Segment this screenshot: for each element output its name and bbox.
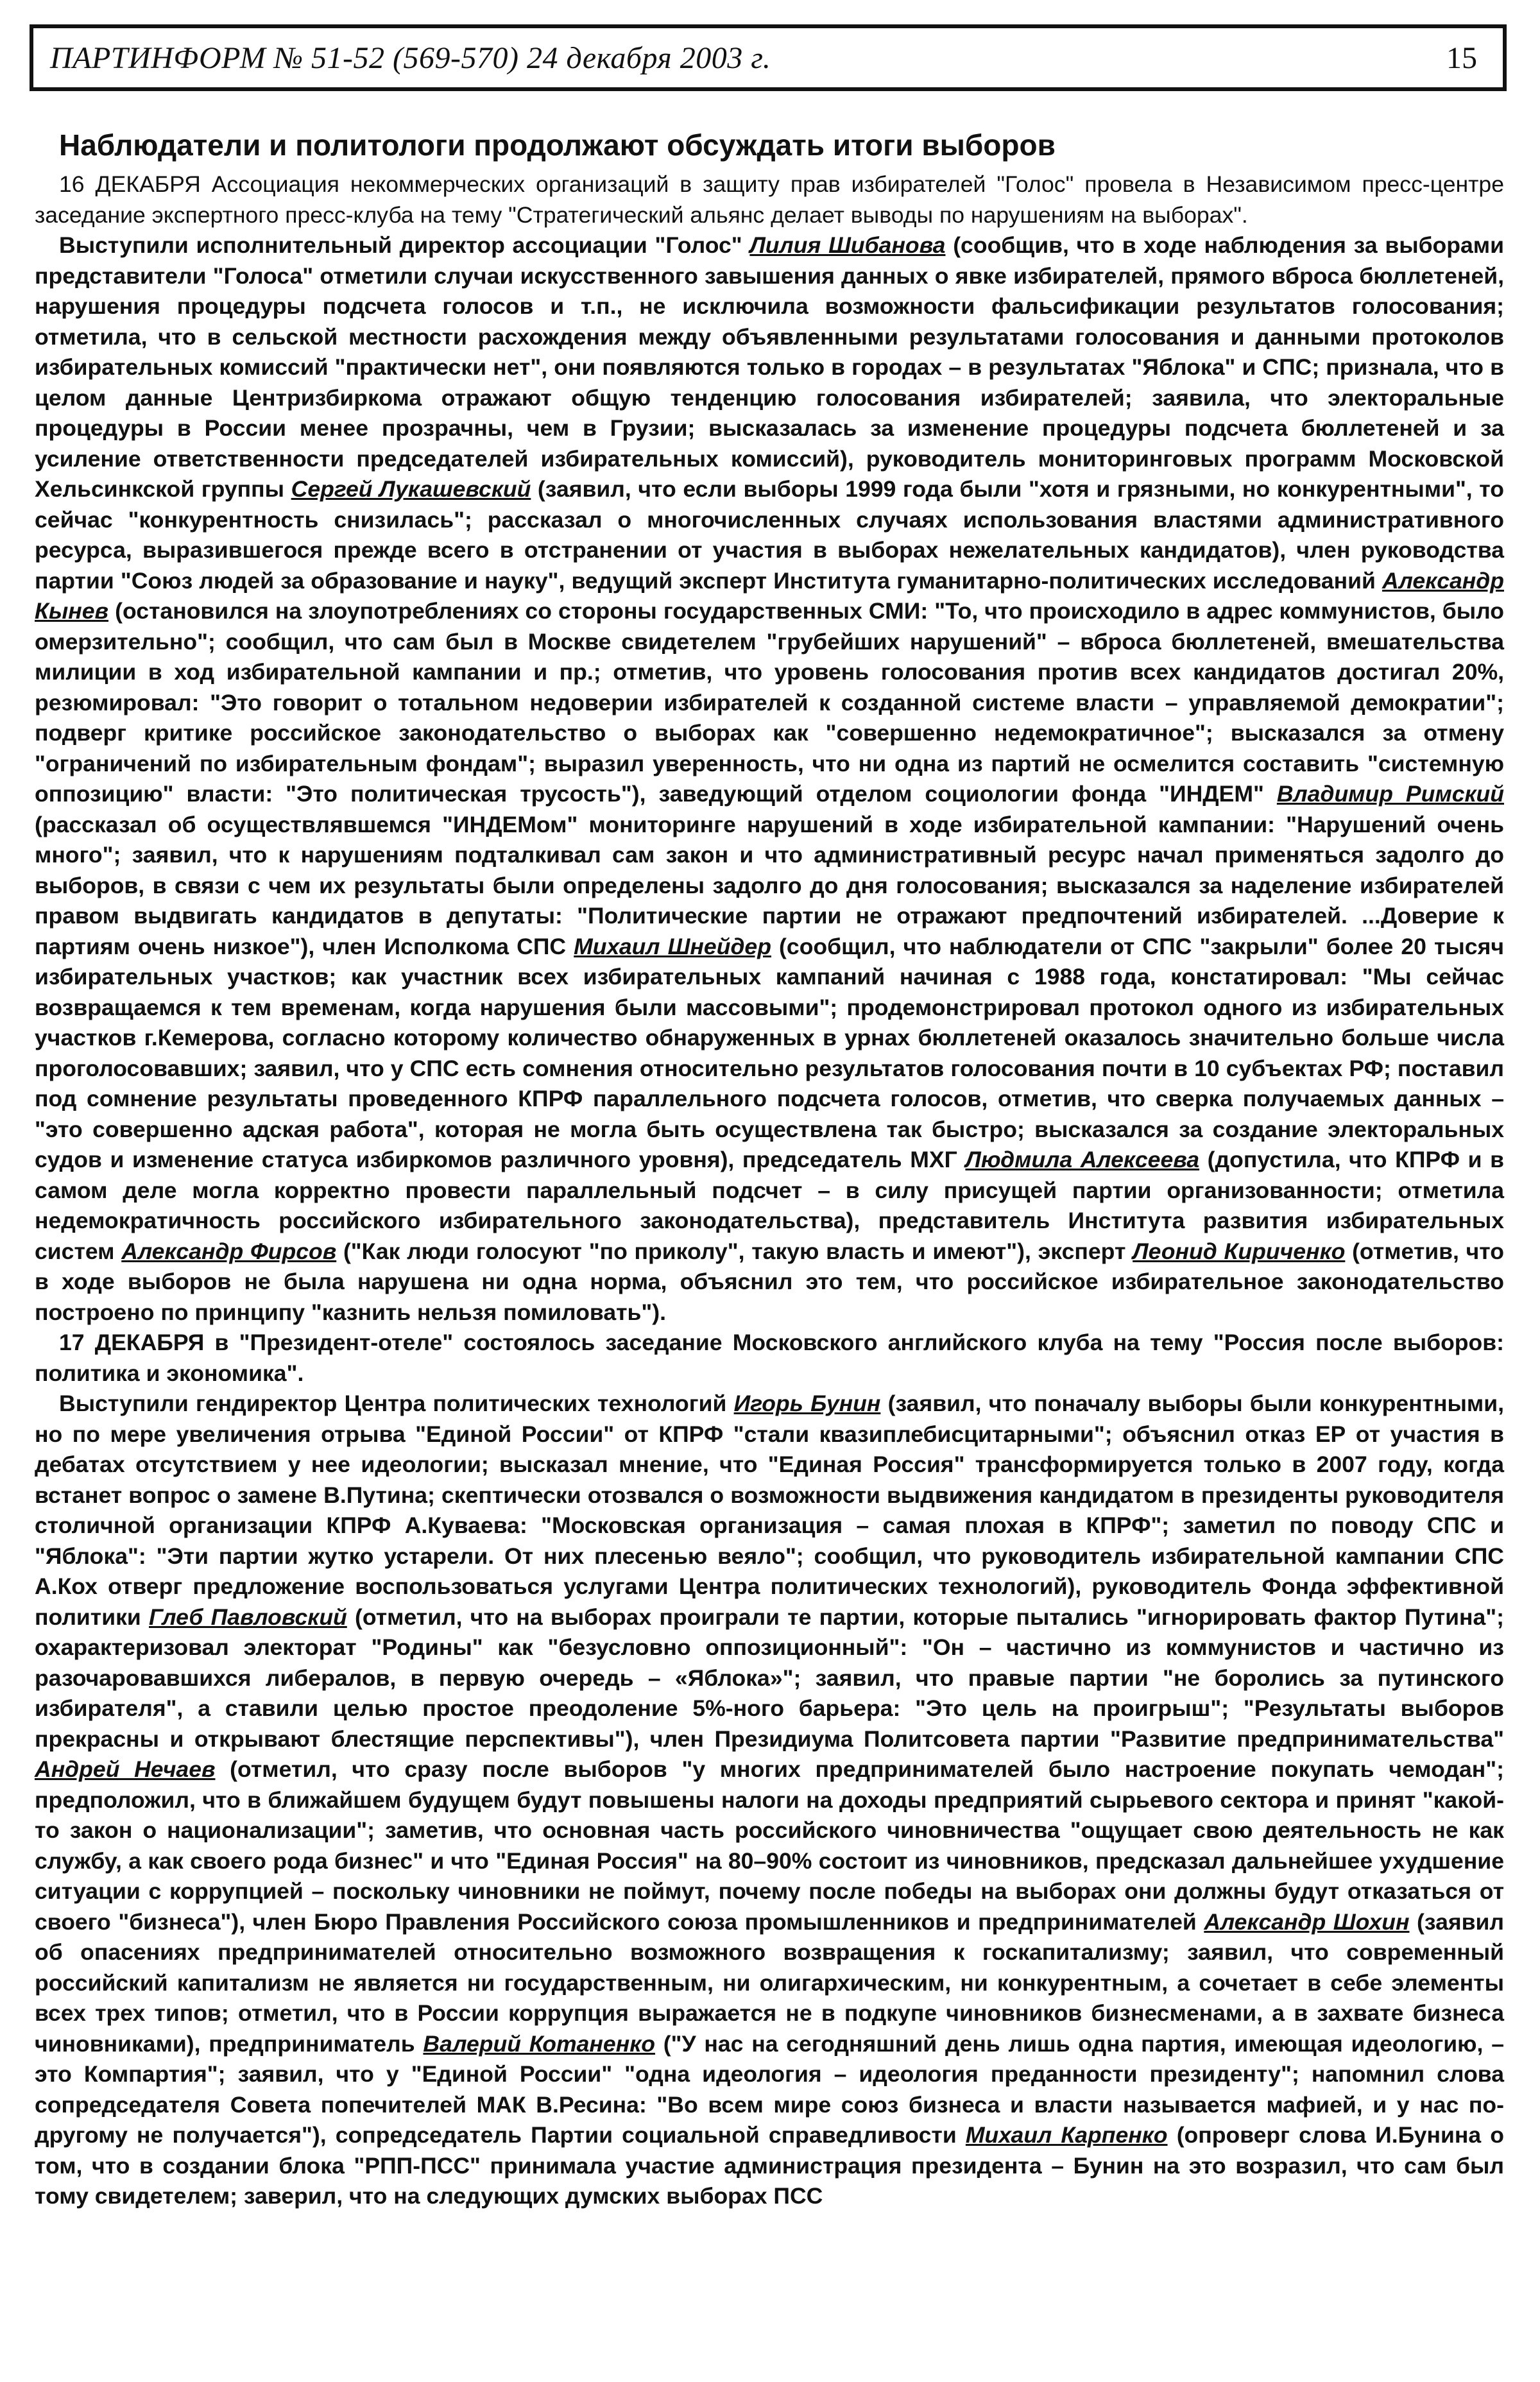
text-run: (отметив, что в ходе выборов не была нарушена ни одна норма, объяснил это тем, что российское избирательное законодательство построено по принципу "казнить нельзя помиловать"). — [35, 1238, 1504, 1325]
speaker-name: Александр Шохин — [1204, 1908, 1410, 1935]
text-run: (сообщил, что наблюдатели от СПС "закрыли" более 20 тысяч избирательных участков; как участник всех избирательных кампаний начиная с 1988 года, констатировал: "Мы сейчас возвращаемся к тем временам, когда нарушения были массовыми"; продемонстрировал протокол одного из избирательных участков г.Кемерова, согласно которому количество обнаруженных в урнах бюллетеней оказалось значительно больше числа проголосовавших; заявил, что у СПС есть сомнения относительно результатов голосования почти в 10 субъектах РФ; поставил под сомнение результаты проведенного КПРФ параллельного подсчета голосов, отметив, что сверка получаемых данных – "это совершенно адская работа", которая не могла быть осуществлена так быстро; высказался за создание электоральных судов и изменение статуса избиркомов различного уровня), председатель МХГ — [35, 933, 1505, 1172]
speaker-name: Михаил Шнейдер — [574, 933, 771, 959]
paragraph-dec16-speakers — [35, 230, 1504, 1328]
text-run: (заявил, что если выборы 1999 года были "хотя и грязными, но конкурентными", то сейчас "конкурентность снизилась"; рассказал о многочисленных случаях использования властями административного ресурса, выразившегося прежде всего в отстранении от участия в выборах нежелательных кандидатов), член руководства партии "Союз людей за образование и науку", ведущий эксперт Института гуманитарно-политических исследований — [35, 476, 1504, 594]
text-run: Выступили гендиректор Центра политических технологий — [59, 1391, 734, 1416]
paragraph-dec16-intro: 16 ДЕКАБРЯ Ассоциация некоммерческих организаций в защиту прав избирателей "Голос" провела в Независимом пресс-центре заседание экспертного пресс-клуба на тему "Стратегический альянс делает выводы по нарушениям на выборах". — [35, 171, 1504, 228]
speaker-name: Владимир Римский — [1276, 781, 1504, 807]
speaker-name: Лилия Шибанова — [749, 232, 946, 258]
text-run: ("У нас на сегодняшний день лишь одна партия, имеющая идеологию, – это Компартия"; заявил, что у "Единой России" "одна идеология – идеология преданности президенту"; напомнил слова сопредседателя Совета попечителей МАК В.Ресина: "Во всем мире союз бизнеса и власти называется мафией, и у нас по-другому не получается"), сопредседатель Партии социальной справедливости — [35, 2030, 1504, 2148]
text-run: (заявил об опасениях предпринимателей относительно возможного возвращения к госкапитализму; заявил, что современный российский капитализм не является ни государственным, ни олигархическим, ни конкурентным, а сочетает в себе элементы всех трех типов; отметил, что в России коррупция выражается не в подкупе чиновников бизнесменами, а в захвате бизнеса чиновниками), предприниматель — [35, 1908, 1504, 2057]
paragraph-dec17-speakers — [35, 1389, 1504, 2212]
speaker-name: Александр Фирсов — [121, 1238, 337, 1264]
publication-title: ПАРТИНФОРМ № 51-52 (569-570) 24 декабря 2003 г. — [50, 40, 771, 75]
paragraph-dec17-intro: 17 ДЕКАБРЯ в "Президент-отеле" состоялось заседание Московского английского клуба на тему "Россия после выборов: политика и экономика". — [35, 1330, 1504, 1386]
page-header — [30, 24, 1507, 91]
speaker-name: Михаил Карпенко — [965, 2122, 1168, 2148]
speaker-name: Игорь Бунин — [733, 1391, 881, 1416]
speaker-name: Людмила Алексеева — [965, 1147, 1200, 1172]
page-number: 15 — [1446, 40, 1477, 75]
speaker-name: Глеб Павловский — [149, 1604, 347, 1630]
text-run: (опроверг слова И.Бунина о том, что в создании блока "РПП-ПСС" принимала участие администрация президента – Бунин на это возразил, что сам был тому свидетелем; заверил, что на следующих думских выборах ПСС — [35, 2122, 1505, 2209]
speaker-name: Леонид Кириченко — [1133, 1238, 1346, 1264]
article — [35, 127, 1504, 2212]
text-run: (рассказал об осуществлявшемся "ИНДЕМом" мониторинге нарушений в ходе избирательной кампании: "Нарушений очень много"; заявил, что к нарушениям подталкивал сам закон и что административный ресурс начал применяться задолго до выборов, в связи с чем их результаты были определены задолго до дня голосования; высказался за наделение избирателей правом выдвигать кандидатов в депутаты: "Политические партии не отражают предпочтений избирателей. ...Доверие к партиям очень низкое"), член Исполкома СПС — [35, 811, 1504, 959]
text-run: (остановился на злоупотреблениях со стороны государственных СМИ: "То, что происходило в адрес коммунистов, было омерзительно"; сообщил, что сам был в Москве свидетелем "грубейших нарушений" – вброса бюллетеней, вмешательства милиции в ход избирательной кампании и пр.; отметив, что уровень голосования против всех кандидатов достигал 20%, резюмировал: "Это говорит о тотальном недоверии избирателей к созданной системе власти – управляемой демократии"; подверг критике российское законодательство о выборах как "совершенно недемократичное"; высказался за отмену "ограничений по избирательным фондам"; выразил уверенность, что ни одна из партий не осмелится составить "системную оппозицию" власти: "Это политическая трусость"), заведующий отделом социологии фонда "ИНДЕМ" — [35, 598, 1504, 807]
speaker-name: Сергей Лукашевский — [291, 476, 531, 502]
speaker-name: Андрей Нечаев — [35, 1756, 216, 1782]
text-run: (отметил, что на выборах проиграли те партии, которые пытались "игнорировать фактор Путина"; охарактеризовал электорат "Родины" как "безусловно оппозиционный": "Он – частично из коммунистов и частично из разочаровавшихся либералов, в первую очередь – «Яблока»"; заявил, что правые партии "не боролись за путинского избирателя", а ставили целью простое преодоление 5%-ного барьера: "Это цель на проигрыш"; "Результаты выборов прекрасны и открывают блестящие перспективы"), член Президиума Политсовета партии "Развитие предпринимательства" — [35, 1604, 1504, 1752]
speaker-name: Валерий Котаненко — [423, 2030, 655, 2057]
speaker-name: Александр Кынев — [35, 567, 1504, 624]
text-run: ("Как люди голосуют "по приколу", такую власть и имеют"), эксперт — [336, 1238, 1133, 1264]
text-run: (допустила, что КПРФ и в самом деле могла корректно провести параллельный подсчет – в силу присущей партии организованности; отметила недемократичность российского избирательного законодательства), представитель Института развития избирательных систем — [35, 1147, 1504, 1264]
article-title: Наблюдатели и политологи продолжают обсуждать итоги выборов — [59, 128, 1056, 162]
text-run: (сообщив, что в ходе наблюдения за выборами представители "Голоса" отметили случаи искусственного завышения данных о явке избирателей, прямого вброса бюллетеней, нарушения процедуры подсчета голосов и т.п., не исключила возможности фальсификации результатов голосования; отметила, что в сельской местности расхождения между объявленными результатами голосования и данными протоколов избирательных комиссий "практически нет", они появляются только в городах – в результатах "Яблока" и СПС; признала, что в целом данные Центризбиркома отражают общую тенденцию голосования избирателей; заявила, что электоральные процедуры в России менее прозрачны, чем в Грузии; высказалась за изменение процедуры подсчета бюллетеней и за усиление ответственности председателей избирательных комиссий), руководитель мониторинговых программ Московской Хельсинкской группы — [35, 232, 1504, 502]
text-run: Выступили исполнительный директор ассоциации "Голос" — [59, 232, 750, 258]
text-run: (отметил, что сразу после выборов "у многих предпринимателей было настроение покупать чемодан"; предположил, что в ближайшем будущем будут повышены налоги на доходы предприятий сырьевого сектора и принят "какой-то закон о национализации"; заметив, что основная часть российского чиновничества "ощущает свою деятельность не как службу, а как своего рода бизнес" и что "Единая Россия" на 80–90% состоит из чиновников, предсказал дальнейшее ухудшение ситуации с коррупцией – поскольку чиновники не поймут, почему после победы на выборах они должны будут отказаться от своего "бизнеса"), член Бюро Правления Российского союза промышленников и предпринимателей — [35, 1756, 1504, 1935]
text-run: (заявил, что поначалу выборы были конкурентными, но по мере увеличения отрыва "Единой России" от КПРФ "стали квазиплебисцитарными"; объяснил отказ ЕР от участия в дебатах отсутствием у нее идеологии; высказал мнение, что "Единая Россия" трансформируется только в 2007 году, когда встанет вопрос о замене В.Путина; скептически отозвался о возможности выдвижения кандидатом в президенты руководителя столичной организации КПРФ А.Куваева: "Московская организация – самая плохая в КПРФ"; заметил по поводу СПС и "Яблока": "Эти партии жутко устарели. От них плесенью веяло"; сообщил, что руководитель избирательной кампании СПС А.Кох отверг предложение воспользоваться услугами Центра политических технологий), руководитель Фонда эффективной политики — [35, 1391, 1504, 1630]
